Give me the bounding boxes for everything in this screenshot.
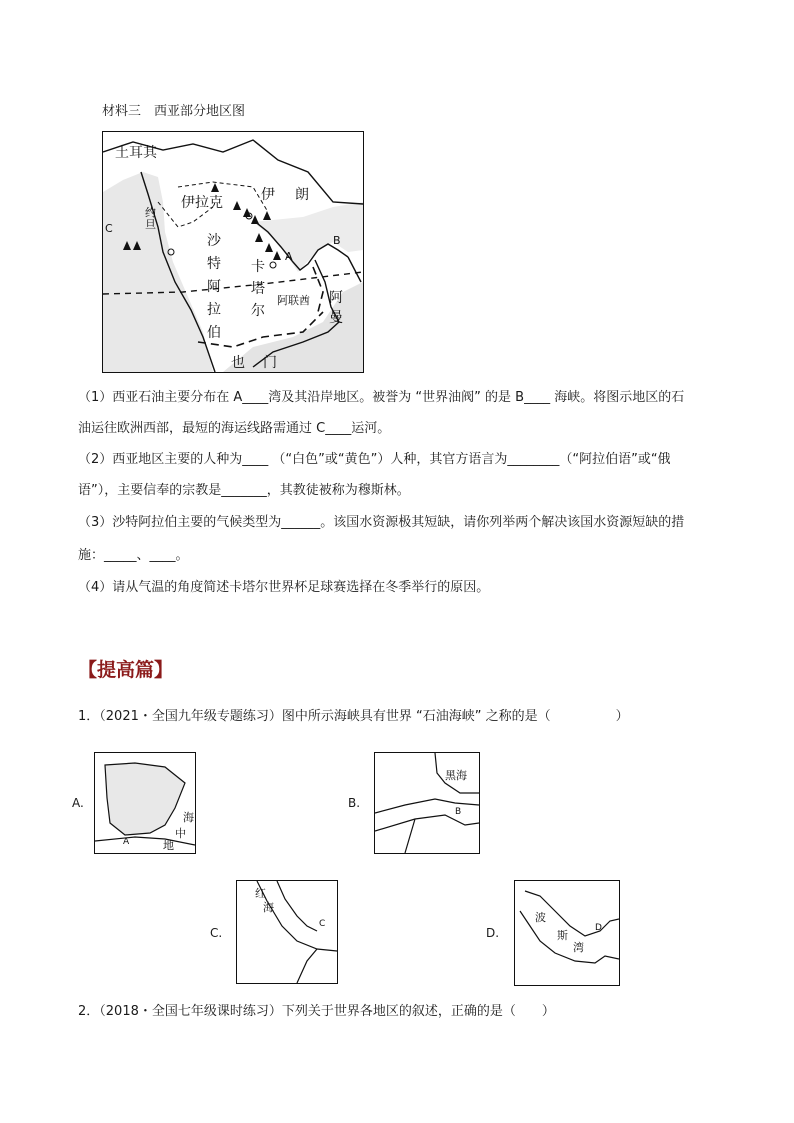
option-a-text-2: 中 (175, 827, 186, 840)
option-c-text-2: 海 (263, 901, 274, 914)
material-caption: 材料三 西亚部分地区图 (102, 104, 246, 119)
option-a-text-3: 地 (163, 839, 174, 852)
option-d-text-3: 湾 (573, 941, 584, 954)
label-uae: 阿联酋 (277, 294, 310, 307)
option-b-map (374, 752, 480, 854)
west-asia-map-drawing (103, 132, 363, 372)
label-point-a: A (285, 250, 293, 263)
mcq-2-text: 2．（2018・全国七年级课时练习）下列关于世界各地区的叙述，正确的是（ ） (78, 1004, 555, 1019)
option-d-map (514, 880, 620, 986)
option-c-map (236, 880, 338, 984)
label-oman-1: 阿 (329, 290, 343, 306)
option-a-label: A. (72, 796, 84, 810)
label-jordan-1: 约 (145, 206, 156, 219)
section-title: 【提高篇】 (78, 659, 174, 681)
option-c-text-1: 红 (255, 887, 266, 900)
label-jordan-2: 旦 (145, 218, 156, 231)
label-yemen-1: 也 (231, 355, 245, 371)
west-asia-map (102, 131, 364, 373)
label-point-b: B (333, 234, 341, 247)
label-saudi-3: 阿 (207, 279, 221, 295)
label-oman-2: 曼 (329, 310, 343, 326)
question-2-line-2: 语”），主要信奉的宗教是_______，其教徒被称为穆斯林。 (78, 483, 410, 498)
question-4: （4）请从气温的角度简述卡塔尔世界杯足球赛选择在冬季举行的原因。 (78, 580, 490, 595)
label-point-c: C (105, 222, 113, 235)
option-d-text-2: 斯 (557, 929, 568, 942)
label-yemen-2: 门 (263, 355, 277, 371)
question-2-line-1: （2）西亚地区主要的人种为____ （“白色”或“黄色”）人种，其官方语言为________（“阿拉伯语”或“俄 (78, 452, 671, 467)
label-iran-1: 伊 (261, 187, 275, 203)
label-qatar-2: 塔 (251, 281, 265, 297)
option-b-label: B. (348, 796, 361, 810)
label-qatar-1: 卡 (251, 259, 265, 275)
option-d-text-1: 波 (535, 911, 546, 924)
option-c-label: C. (210, 926, 223, 940)
label-saudi-1: 沙 (207, 233, 221, 249)
option-d-label: D. (486, 926, 500, 940)
option-b-text-1: 黑海 (445, 769, 467, 782)
option-a-map (94, 752, 196, 854)
question-3-line-2: 施：_____、____。 (78, 548, 189, 563)
option-a-text-4: A (123, 837, 130, 847)
label-qatar-3: 尔 (251, 303, 265, 319)
mcq-1-text: 1．（2021・全国九年级专题练习）图中所示海峡具有世界 “石油海峡” 之称的是（ ） (78, 709, 629, 724)
label-saudi-4: 拉 (207, 302, 221, 318)
option-d-text-4: D (595, 923, 602, 933)
question-1-line-1: （1）西亚石油主要分布在 A____湾及其沿岸地区。被誉为 “世界油阀” 的是 B____ 海峡。将图示地区的石 (78, 390, 685, 405)
option-a-text-1: 海 (183, 811, 194, 824)
question-3-line-1: （3）沙特阿拉伯主要的气候类型为______。该国水资源极其短缺，请你列举两个解决该国水资源短缺的措 (78, 515, 685, 530)
label-saudi-5: 伯 (207, 325, 221, 341)
label-saudi-2: 特 (207, 256, 221, 272)
label-turkey: 土耳其 (115, 145, 157, 161)
label-iraq: 伊拉克 (181, 195, 223, 211)
option-b-text-2: B (455, 807, 462, 817)
option-c-text-3: C (319, 919, 326, 929)
question-1-line-2: 油运往欧洲西部，最短的海运线路需通过 C____运河。 (78, 421, 391, 436)
label-iran-2: 朗 (295, 187, 309, 203)
